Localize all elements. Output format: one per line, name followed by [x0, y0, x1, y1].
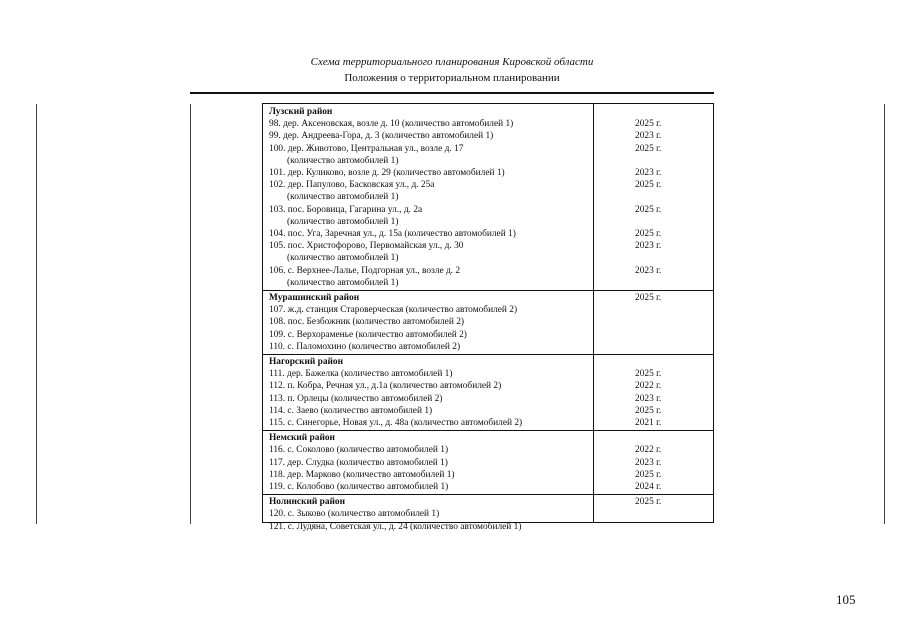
table-row-text: 119. с. Колобово (количество автомобилей 1)	[269, 481, 449, 492]
table-row-text: (количество автомобилей 1)	[287, 192, 399, 203]
table-row-year: 2025 г.	[635, 229, 662, 239]
district-group	[263, 431, 713, 495]
table-row-year: 2025 г.	[635, 180, 662, 191]
table-row-text: 112. п. Кобра, Речная ул., д.1а (количество автомобилей 2)	[269, 381, 502, 392]
table-row-text: 101. дер. Куликово, возле д. 29 (количество автомобилей 1)	[269, 168, 505, 178]
table-row-text: (количество автомобилей 1)	[287, 216, 399, 227]
table-row-year: 2025 г.	[635, 119, 662, 130]
table-row-text: (количество автомобилей 1)	[287, 253, 399, 264]
table-row-text: 102. дер. Папулово, Басковская ул., д. 25а	[269, 180, 435, 191]
table-row-text: 110. с. Паломохино (количество автомобилей 2)	[269, 341, 461, 352]
left-inner-line	[190, 104, 191, 524]
table-row-text: 99. дер. Андреева-Гора, д. 3 (количество автомобилей 1)	[269, 131, 494, 142]
table-row-text: 109. с. Верхораменье (количество автомобилей 2)	[269, 329, 467, 340]
table-row-text: 108. пос. Безбожник (количество автомобилей 2)	[269, 317, 465, 328]
table-row-text: (количество автомобилей 1)	[287, 277, 399, 288]
table-row-text: 107. ж.д. станция Староверческая (количество автомобилей 2)	[269, 305, 518, 316]
header-rule	[190, 92, 714, 94]
table-row-year: 2021 г.	[635, 418, 662, 428]
table-row-text: 115. с. Синегорье, Новая ул., д. 48а (количество автомобилей 2)	[269, 418, 523, 428]
table-row-text: 118. дер. Марково (количество автомобилей 1)	[269, 469, 455, 480]
table-row-text: 98. дер. Аксеновская, возле д. 10 (количество автомобилей 1)	[269, 119, 514, 130]
table-row-text: 113. п. Орлецы (количество автомобилей 2)	[269, 393, 443, 404]
table-row-year: 2023 г.	[635, 265, 662, 276]
table-row-year: 2025 г.	[635, 143, 662, 154]
page-number: 105	[836, 592, 856, 607]
table-row-text: 111. дер. Бажелка (количество автомобилей 1)	[269, 369, 453, 380]
district-group	[263, 105, 713, 291]
district-year: 2025 г.	[635, 293, 662, 303]
table-row-text: 114. с. Заево (количество автомобилей 1)	[269, 405, 433, 416]
table-row-year: 2023 г.	[635, 168, 662, 178]
document-title: Схема территориального планирования Кировской области	[310, 56, 594, 68]
table-row-year: 2025 г.	[635, 369, 662, 380]
table-row-text: 121. с. Лудяна, Советская ул., д. 24 (количество автомобилей 1)	[269, 521, 522, 532]
district-name: Нагорский район	[269, 357, 344, 367]
table-row-year: 2025 г.	[635, 469, 662, 480]
table-row-text: 106. с. Верхнее-Лалье, Подгорная ул., возле д. 2	[269, 265, 461, 276]
table-row-text: 105. пос. Христофорово, Первомайская ул., д. 30	[269, 241, 464, 252]
right-margin-line	[884, 104, 885, 524]
table-row-year: 2023 г.	[635, 393, 662, 404]
table-row-year: 2022 г.	[635, 381, 662, 392]
table-row-year: 2025 г.	[635, 405, 662, 416]
table-row-year: 2025 г.	[635, 204, 662, 215]
district-name: Мурашинский район	[269, 293, 360, 303]
table-row-text: (количество автомобилей 1)	[287, 155, 399, 166]
table-row-text: 117. дер. Слудка (количество автомобилей 1)	[269, 457, 448, 468]
table-row-year: 2024 г.	[635, 481, 662, 492]
table-row-text: 104. пос. Уга, Заречная ул., д. 15а (количество автомобилей 1)	[269, 229, 516, 239]
table-row-text: 116. с. Соколово (количество автомобилей 1)	[269, 445, 449, 456]
district-group	[263, 291, 713, 355]
table-row-text: 100. дер. Животово, Центральная ул., возле д. 17	[269, 143, 464, 154]
district-name: Нолинский район	[269, 497, 346, 508]
district-group	[263, 495, 713, 535]
document-subtitle: Положения о территориальном планировании	[344, 72, 560, 84]
district-name: Немский район	[269, 433, 335, 444]
schedule-table	[262, 103, 714, 532]
table-row-year: 2023 г.	[635, 241, 662, 252]
district-group	[263, 355, 713, 431]
district-name: Лузский район	[269, 107, 333, 117]
table-row-year: 2023 г.	[635, 457, 662, 468]
table-row-text: 103. пос. Боровица, Гагарина ул., д. 2а	[269, 204, 423, 215]
left-margin-line	[36, 104, 37, 524]
table-row-year: 2022 г.	[635, 445, 662, 456]
table-row-text: 120. с. Зыково (количество автомобилей 1)	[269, 509, 440, 520]
district-year: 2025 г.	[635, 497, 662, 508]
table-row-year: 2023 г.	[635, 131, 662, 142]
